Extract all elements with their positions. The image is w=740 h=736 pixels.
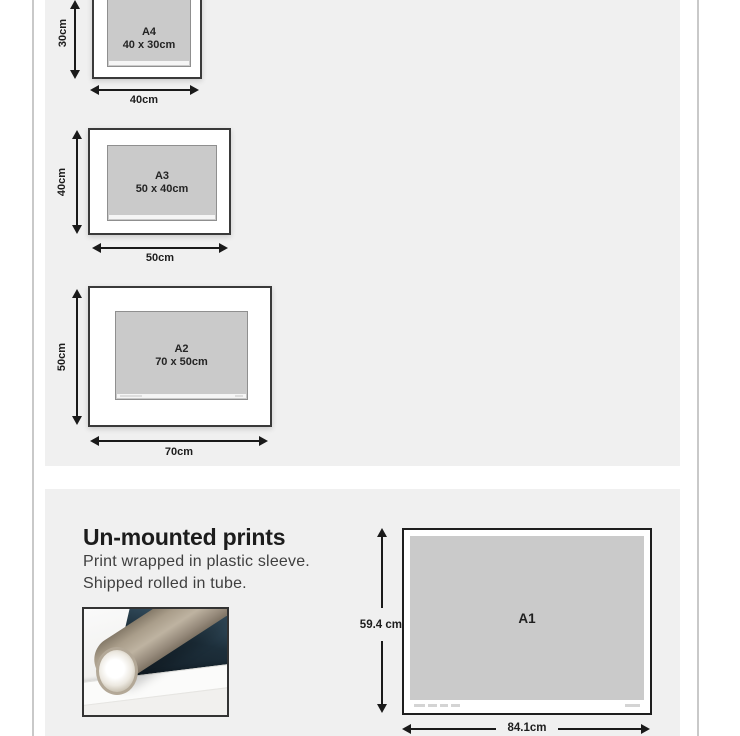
a1-height-arrow-bottom: [377, 641, 387, 713]
a1-width-label: 84.1cm: [507, 722, 547, 734]
a4-width-label: 40cm: [129, 94, 159, 106]
print-caption-marks: [440, 704, 448, 707]
a4-height-arrow: [70, 0, 80, 79]
a4-height-label: 30cm: [57, 18, 69, 48]
print-caption-marks: [428, 704, 437, 707]
a2-width-arrow: [90, 436, 268, 446]
a3-height-label: 40cm: [56, 167, 68, 197]
a3-frame: [88, 128, 231, 235]
a1-sheet: [402, 528, 652, 715]
print-caption-marks: [120, 395, 142, 397]
section-title: Un-mounted prints: [83, 524, 286, 550]
a2-frame: [88, 286, 272, 427]
rolled-print-photo: [82, 607, 229, 717]
a3-height-arrow: [72, 130, 82, 234]
arrowhead-down-icon: [377, 704, 387, 713]
arrow-shaft: [381, 535, 383, 608]
print-caption-marks: [235, 395, 243, 397]
a3-size-label: 50 x 40cm: [135, 183, 189, 195]
a4-frame: [92, 0, 202, 79]
a1-height-arrow-top: [377, 528, 387, 608]
arrowhead-down-icon: [72, 225, 82, 234]
arrowhead-right-icon: [259, 436, 268, 446]
page-border-line-left: [32, 0, 34, 736]
arrow-shaft: [76, 296, 78, 418]
a1-print-area: [410, 536, 644, 700]
a1-height-label: 59.4 cm: [359, 619, 402, 631]
arrow-shaft: [97, 440, 261, 442]
arrow-shaft: [76, 137, 78, 227]
arrow-shaft: [99, 247, 221, 249]
a3-width-label: 50cm: [145, 252, 175, 264]
arrowhead-down-icon: [70, 70, 80, 79]
section-description-line2: Shipped rolled in tube.: [83, 575, 247, 592]
arrow-shaft: [97, 89, 192, 91]
arrow-shaft: [381, 641, 383, 706]
a4-name-label: A4: [141, 26, 157, 38]
a2-width-label: 70cm: [164, 446, 194, 458]
section-description-line1: Print wrapped in plastic sleeve.: [83, 553, 310, 570]
print-caption-marks: [451, 704, 460, 707]
a4-print-area: [107, 0, 191, 67]
print-caption-marks: [414, 704, 425, 707]
arrowhead-right-icon: [641, 724, 650, 734]
arrow-shaft: [409, 728, 496, 730]
a4-size-label: 40 x 30cm: [122, 39, 176, 51]
a2-height-arrow: [72, 289, 82, 425]
print-caption-marks: [625, 704, 640, 707]
photo-tube-opening: [96, 647, 138, 695]
arrow-shaft: [74, 7, 76, 72]
arrow-shaft: [558, 728, 643, 730]
a2-size-label: 70 x 50cm: [155, 355, 208, 368]
a1-name-label: A1: [518, 610, 536, 626]
a2-print-area: [115, 311, 248, 400]
a2-height-label: 50cm: [56, 342, 68, 372]
a3-print-margin: [109, 215, 215, 219]
arrowhead-right-icon: [219, 243, 228, 253]
page-border-line-right: [697, 0, 699, 736]
a2-name-label: A2: [174, 342, 189, 355]
a3-name-label: A3: [154, 170, 170, 182]
arrowhead-right-icon: [190, 85, 199, 95]
a3-print-area: [107, 145, 217, 221]
a4-print-margin: [109, 61, 189, 65]
arrowhead-down-icon: [72, 416, 82, 425]
